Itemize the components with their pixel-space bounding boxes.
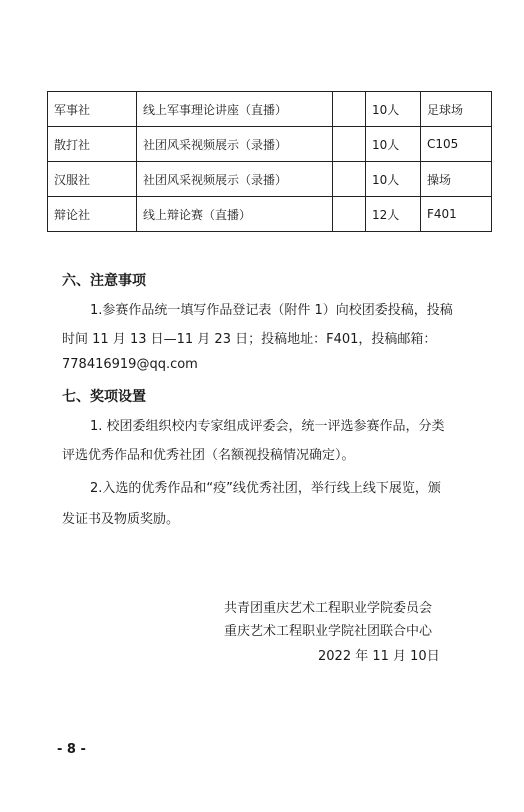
table-cell-club: 汉服社: [48, 162, 137, 197]
section-7-item-2-line-1: 2.入选的优秀作品和“疫”线优秀社团，举行线上线下展览，颁: [90, 481, 441, 496]
club-activity-table: [47, 91, 492, 232]
signature-org-2: 重庆艺术工程职业学院社团联合中心: [224, 624, 433, 639]
signature-org-1: 共青团重庆艺术工程职业学院委员会: [224, 601, 433, 616]
table-cell-club: 散打社: [48, 127, 137, 162]
table-cell-activity: 社团风采视频展示（录播）: [137, 127, 333, 162]
club-table-body: [48, 92, 492, 232]
table-cell-count: 10人: [366, 92, 421, 127]
section-6-line-1: 1.参赛作品统一填写作品登记表（附件 1）向校团委投稿，投稿: [90, 303, 453, 318]
section-7-item-1-line-2: 评选优秀作品和优秀社团（名额视投稿情况确定）。: [62, 448, 355, 463]
table-cell-activity: 线上军事理论讲座（直播）: [137, 92, 333, 127]
table-cell-count: 12人: [366, 197, 421, 232]
table-cell-count: 10人: [366, 127, 421, 162]
table-cell-club: 辩论社: [48, 197, 137, 232]
section-7-item-2-line-2: 发证书及物质奖励。: [62, 512, 180, 527]
table-cell-blank: [333, 127, 366, 162]
section-7-title: 七、奖项设置: [62, 389, 146, 405]
table-cell-venue: 操场: [421, 162, 492, 197]
table-row: [48, 162, 492, 197]
table-cell-blank: [333, 197, 366, 232]
table-cell-blank: [333, 162, 366, 197]
table-cell-venue: C105: [421, 127, 492, 162]
table-cell-venue: 足球场: [421, 92, 492, 127]
section-7-item-1-line-1: 1. 校团委组织校内专家组成评委会，统一评选参赛作品，分类: [90, 419, 445, 434]
signature-date: 2022 年 11 月 10日: [318, 649, 440, 664]
table-row: [48, 92, 492, 127]
table-cell-club: 军事社: [48, 92, 137, 127]
section-6-title: 六、注意事项: [62, 273, 146, 289]
section-6-line-2: 时间 11 月 13 日—11 月 23 日；投稿地址：F401，投稿邮箱：: [62, 332, 437, 347]
table-cell-count: 10人: [366, 162, 421, 197]
table-cell-activity: 社团风采视频展示（录播）: [137, 162, 333, 197]
table-row: [48, 127, 492, 162]
section-6-email: 778416919@qq.com: [62, 357, 198, 372]
table-cell-venue: F401: [421, 197, 492, 232]
table-row: [48, 197, 492, 232]
table-cell-blank: [333, 92, 366, 127]
page-number: - 8 -: [57, 742, 86, 757]
table-cell-activity: 线上辩论赛（直播）: [137, 197, 333, 232]
